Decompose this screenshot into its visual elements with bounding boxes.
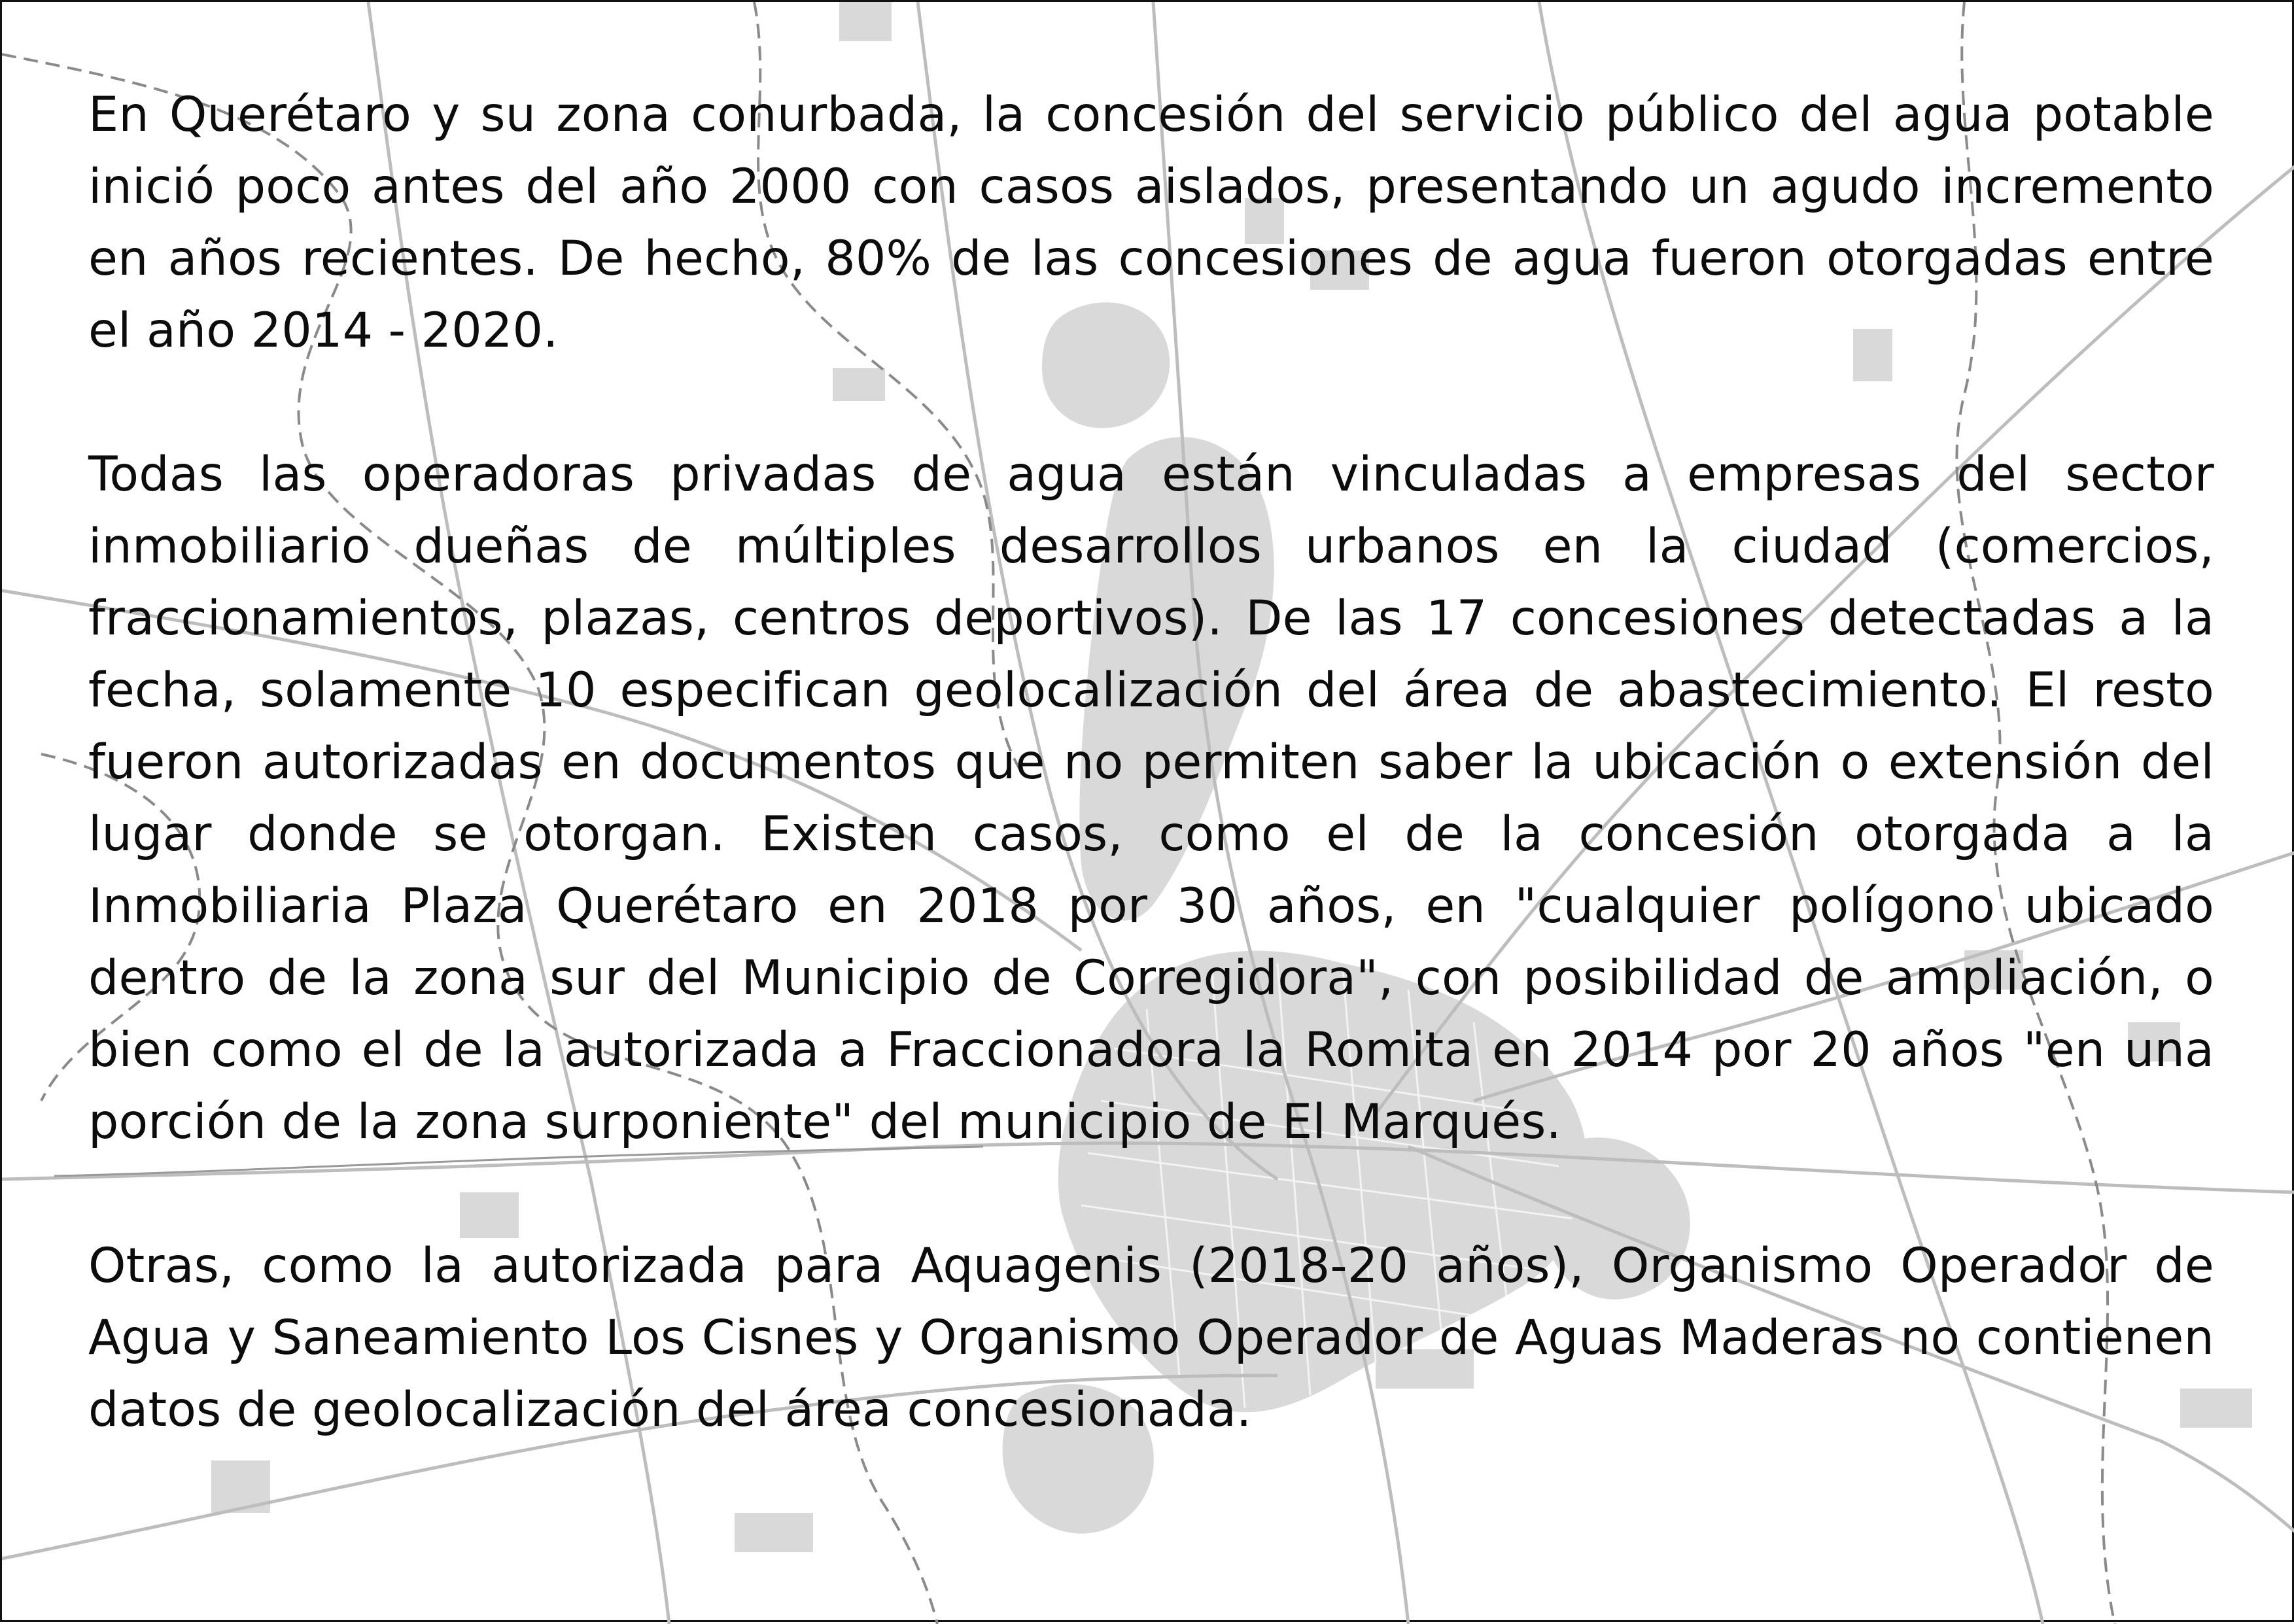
paragraph-1: En Querétaro y su zona conurbada, la concesión del servicio público del agua potable inició poco antes del año 2000 con casos aislados, presentando un agudo incremento en años recientes. De hecho, 80% de las concesiones de agua fueron otorgadas entre el año 2014 - 2020. [88,87,2214,358]
paragraph-2: Todas las operadoras privadas de agua están vinculadas a empresas del sector inmobiliario dueñas de múltiples desarrollos urbanos en la ciudad (comercios, fraccionamientos, plazas, centros deportivos). De las 17 concesiones detectadas a la fecha, solamente 10 especifican geolocalización del área de abastecimiento. El resto fueron autorizadas en documentos que no permiten saber la ubicación o extensión del lugar donde se otorgan. Existen casos, como el de la concesión otorgada a la Inmobiliaria Plaza Querétaro en 2018 por 30 años, en "cualquier polígono ubicado dentro de la zona sur del Municipio de Corregidora", con posibilidad de ampliación, o bien como el de la autorizada a Fraccionadora la Romita en 2014 por 20 años "en una porción de la zona surponiente" del municipio de El Marqués. [88,447,2214,1150]
urban-patch-10 [839,2,892,41]
urban-patch-8 [735,1513,813,1552]
text-content [88,79,2214,1446]
paragraph-3: Otras, como la autorizada para Aquagenis (2018-20 años), Organismo Operador de Agua y Saneamiento Los Cisnes y Organismo Operador de Aguas Maderas no contienen datos de geolocalización del área concesionada. [88,1238,2214,1438]
